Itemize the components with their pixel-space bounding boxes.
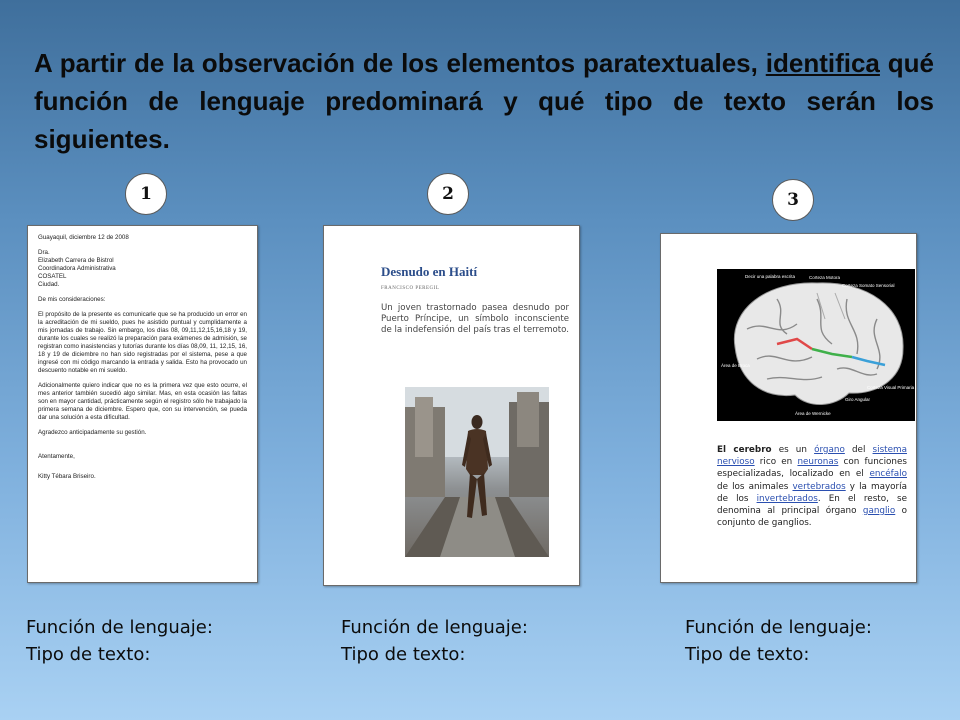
walking-man-photo-icon bbox=[405, 387, 549, 557]
brain-term: El cerebro bbox=[717, 445, 772, 455]
letter-signature: Kitty Tébara Briseiro. bbox=[38, 473, 96, 480]
article-headline: Desnudo en Haití bbox=[381, 264, 478, 279]
wiki-link[interactable]: vertebrados bbox=[792, 481, 846, 492]
text-card-brain bbox=[660, 233, 917, 583]
letter-closing: Atentamente, bbox=[38, 453, 75, 460]
brain-text-run: rico en bbox=[754, 457, 798, 468]
brain-label-visual: Corteza Visual Primaria bbox=[867, 385, 915, 390]
number-badge-2: 2 bbox=[427, 173, 469, 215]
article-photo bbox=[405, 387, 549, 557]
brain-text-run: del bbox=[844, 445, 873, 455]
letter-paragraph-1: El propósito de la presente es comunicarle que se ha producido un error en la acreditación de mi sueldo, pues he asistido puntual y cumplidamente a mis jornadas de trabajo. Sin embargo, los días 08, 09,11,12,15,16,18 y 19, durante los cuales se realizó la preparación para exámenes de admisión, se registran como inasistencias y tutorías durante los días 08,09, 11, 12,15, 16, 18 y 19 de diciembre no han sido registradas por el sistema, pese a que ingresé con mi código marcando la entrada y salida. Esto ha provocado un descuento notable en mi sueldo. bbox=[38, 311, 248, 374]
brain-label-angular: Giro Angular bbox=[845, 397, 871, 402]
letter-date: Guayaquil, diciembre 12 de 2008 bbox=[38, 234, 129, 241]
letter-addressee: Dra. Elizabeth Carrera de Bistrol Coordinadora Administrativa COSATEL Ciudad. bbox=[38, 249, 116, 288]
brain-label-broca: Área de Broca bbox=[721, 363, 750, 368]
number-badge-3: 3 bbox=[772, 179, 814, 221]
wiki-link[interactable]: neuronas bbox=[797, 457, 839, 468]
article-summary: Un joven trastornado pasea desnudo por Puerto Príncipe, un símbolo inconsciente de la indefensión del país tras el terremoto. bbox=[381, 303, 569, 335]
text-type-label-3: Tipo de texto: bbox=[685, 644, 810, 665]
wiki-link[interactable]: órgano bbox=[814, 445, 845, 455]
brain-description bbox=[717, 444, 907, 529]
brain-text-run: de los animales bbox=[717, 481, 793, 492]
slide-title bbox=[34, 44, 934, 158]
brain-diagram bbox=[717, 269, 915, 421]
brain-text-run: con funciones especializadas, localizado en el bbox=[717, 457, 908, 480]
text-card-article bbox=[323, 225, 580, 586]
letter-greeting: De mis consideraciones: bbox=[38, 296, 106, 303]
footer-column-3 bbox=[685, 614, 872, 668]
letter-paragraph-2: Adicionalmente quiero indicar que no es la primera vez que esto ocurre, el mes anterior también sucedió algo similar. Mas, en esta ocasión las faltas son en mayor cantidad, prácticamente según el registro sólo he trabajado la primera semana de diciembre. Espero que, con su intervención, se pueda dar una solución a esta dificultad. bbox=[38, 382, 247, 421]
brain-label-motora: Corteza Motora bbox=[809, 275, 841, 280]
letter-content bbox=[38, 234, 247, 488]
footer-column-2 bbox=[341, 614, 528, 668]
brain-text-run: o conjunto de ganglios. bbox=[717, 506, 907, 529]
wiki-link[interactable]: sistema nervioso bbox=[717, 445, 907, 468]
article-author: FRANCISCO PEREGIL bbox=[381, 286, 440, 291]
title-text-1: A partir de la observación de los elementos paratextuales, bbox=[34, 48, 766, 78]
text-type-label-2: Tipo de texto: bbox=[341, 644, 466, 665]
wiki-link[interactable]: encéfalo bbox=[869, 469, 907, 480]
language-function-label-3: Función de lenguaje: bbox=[685, 617, 872, 638]
brain-label-palabra: Decir una palabra escrita bbox=[745, 274, 796, 279]
brain-text-run: . En el resto, se denomina al principal órgano bbox=[717, 493, 908, 517]
title-text-2: qué función de lenguaje predominará y qué tipo de texto serán los siguientes. bbox=[34, 48, 934, 154]
brain-text-run: es un bbox=[771, 445, 815, 455]
brain-label-somato: Corteza Somato Sensorial bbox=[842, 283, 895, 288]
footer-column-1 bbox=[26, 614, 213, 668]
brain-text-run: y la mayoría de los bbox=[717, 481, 907, 504]
wiki-link[interactable]: ganglio bbox=[862, 506, 896, 517]
wiki-link[interactable]: invertebrados bbox=[756, 493, 818, 504]
text-card-letter bbox=[27, 225, 258, 583]
text-type-label-1: Tipo de texto: bbox=[26, 644, 151, 665]
language-function-label-1: Función de lenguaje: bbox=[26, 617, 213, 638]
number-badge-1: 1 bbox=[125, 173, 167, 215]
brain-label-wernicke: Área de Wernicke bbox=[795, 411, 831, 416]
brain-icon bbox=[717, 269, 915, 421]
title-underlined-word: identifica bbox=[765, 48, 880, 78]
language-function-label-2: Función de lenguaje: bbox=[341, 617, 528, 638]
letter-thanks: Agradezco anticipadamente su gestión. bbox=[38, 429, 147, 436]
